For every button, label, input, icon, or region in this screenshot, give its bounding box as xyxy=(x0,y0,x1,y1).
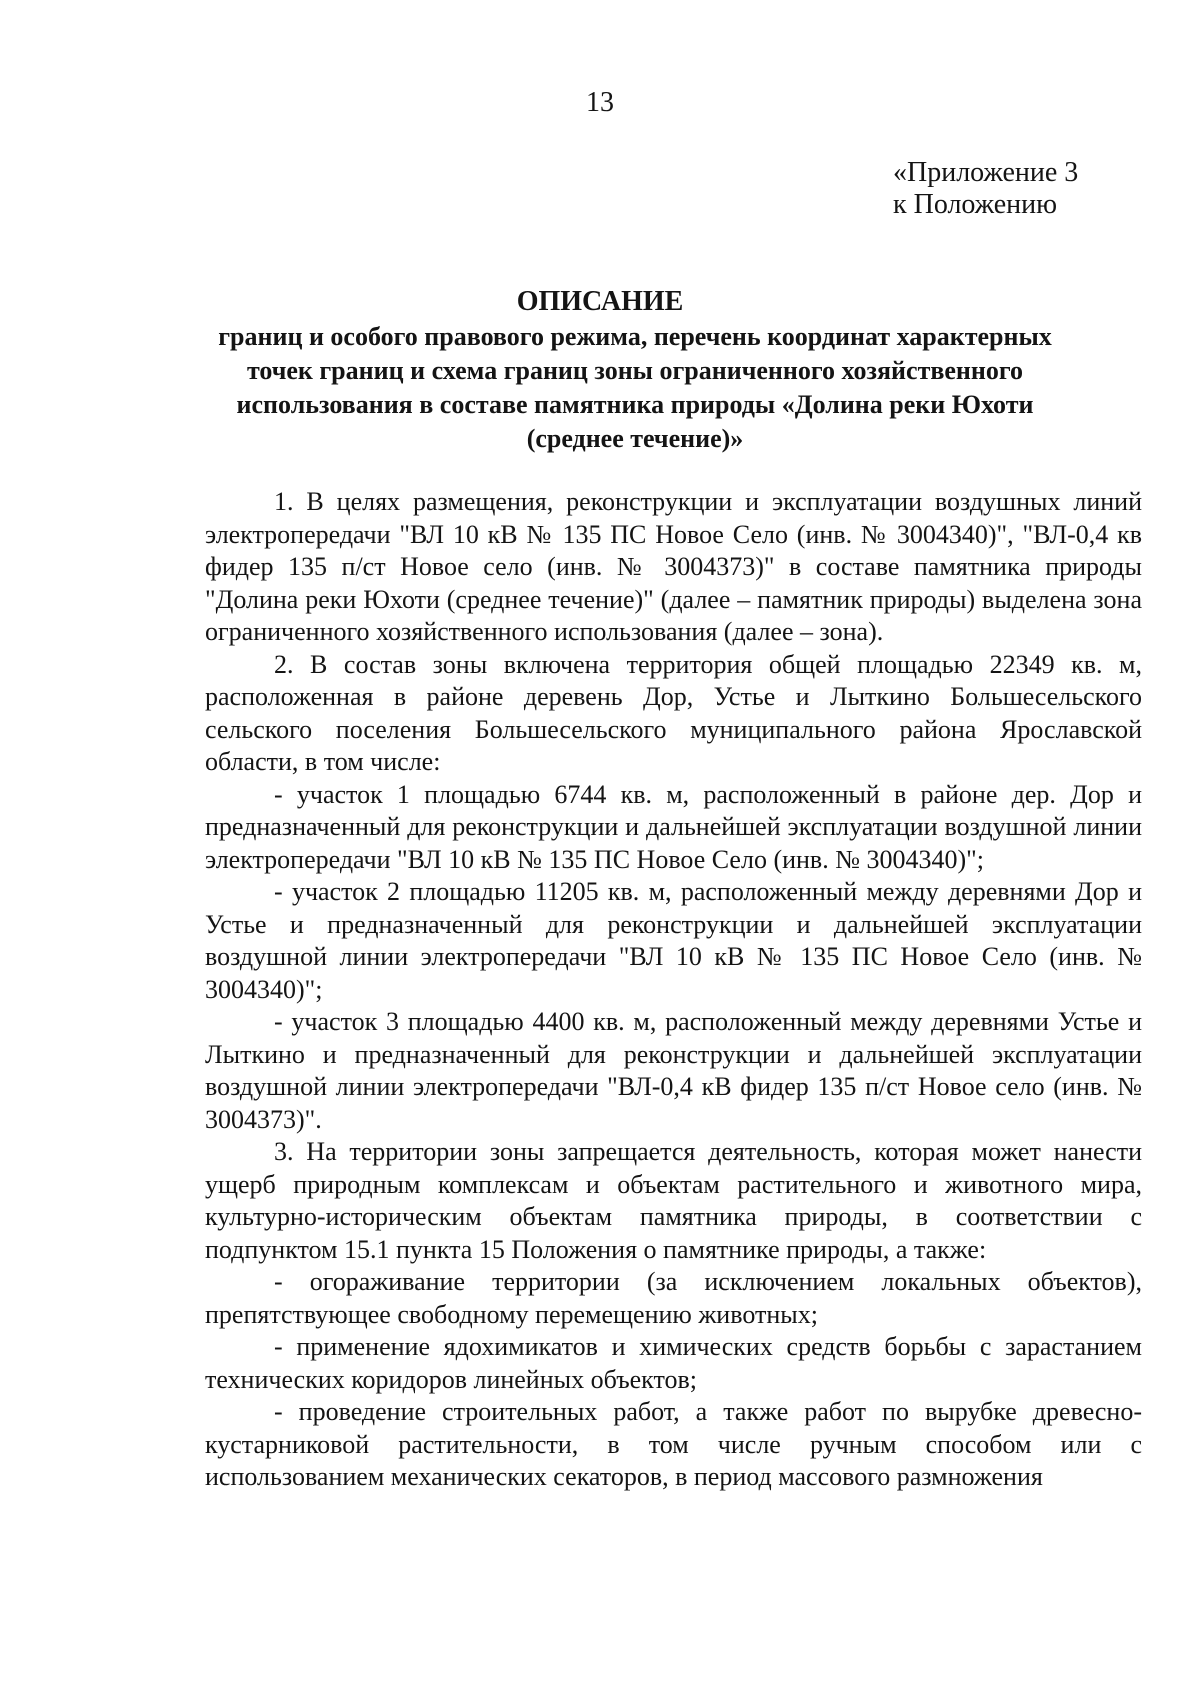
page-number: 13 xyxy=(586,87,614,118)
restriction-fencing: - огораживание территории (за исключением локальных объектов), препятствующее свободному перемещению животных; xyxy=(205,1267,1142,1329)
paragraph-plot-2: - участок 2 площадью 11205 кв. м, расположенный между деревнями Дор и Устье и предназначенный для реконструкции и дальнейшей эксплуатации воздушной линии электропередачи "ВЛ 10 кВ № 135 ПС Новое Село (инв. № 3004340)"; xyxy=(205,877,1142,1004)
paragraph-plot-3: - участок 3 площадью 4400 кв. м, расположенный между деревнями Устье и Лыткино и предназначенный для реконструкции и дальнейшей эксплуатации воздушной линии электропередачи "ВЛ-0,4 кВ фидер 135 п/ст Новое село (инв. № 3004373)". xyxy=(205,1007,1142,1134)
appendix-reference xyxy=(893,157,1078,221)
restriction-construction: - проведение строительных работ, а также работ по вырубке древесно-кустарниковой растительности, в том числе ручным способом или с использованием механических секаторов, в период массового размножения xyxy=(205,1397,1142,1491)
paragraph-1: 1. В целях размещения, реконструкции и эксплуатации воздушных линий электропередачи "ВЛ 10 кВ № 135 ПС Новое Село (инв. № 3004340)", "ВЛ-0,4 кв фидер 135 п/ст Новое село (инв. № 3004373)" в составе памятника природы "Долина реки Юхоти (среднее течение)" (далее – памятник природы) выделена зона ограниченного хозяйственного использования (далее – зона). xyxy=(205,487,1142,646)
document-body xyxy=(205,486,1142,1494)
paragraph-plot-1: - участок 1 площадью 6744 кв. м, расположенный в районе дер. Дор и предназначенный для реконструкции и дальнейшей эксплуатации воздушной линии электропередачи "ВЛ 10 кВ № 135 ПС Новое Село (инв. № 3004340)"; xyxy=(205,779,1142,874)
paragraph-3: 3. На территории зоны запрещается деятельность, которая может нанести ущерб природным комплексам и объектам растительного и животного мира, культурно-историческим объектам памятника природы, в соответствии с подпунктом 15.1 пункта 15 Положения о памятнике природы, а также: xyxy=(205,1137,1142,1264)
document-title: ОПИСАНИЕ xyxy=(516,286,684,317)
appendix-line-2: к Положению xyxy=(893,189,1058,220)
document-subtitle: границ и особого правового режима, перечень координат характерных точек границ и схема границ зоны ограниченного хозяйственного использования в составе памятника природы «Долина реки Юхоти (среднее течение)» xyxy=(218,322,1052,453)
appendix-line-1: «Приложение 3 xyxy=(893,157,1079,188)
paragraph-2: 2. В состав зоны включена территория общей площадью 22349 кв. м, расположенная в районе деревень Дор, Устье и Лыткино Большесельского сельского поселения Большесельского муниципального района Ярославской области, в том числе: xyxy=(205,649,1142,776)
restriction-chemicals: - применение ядохимикатов и химических средств борьбы с зарастанием технических коридоров линейных объектов; xyxy=(205,1332,1142,1394)
